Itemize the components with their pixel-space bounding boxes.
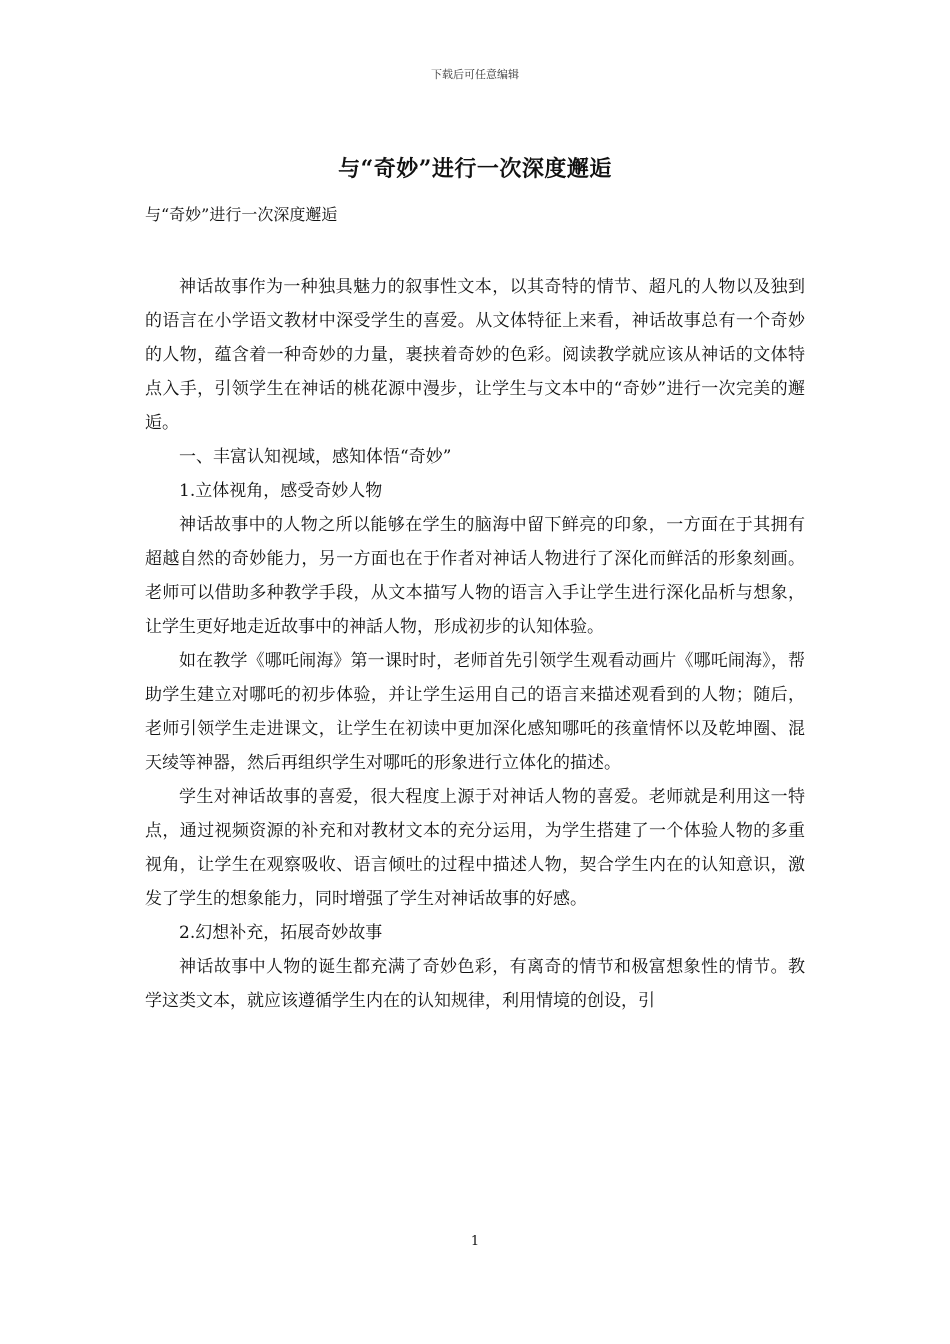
page-number: 1 xyxy=(470,1234,480,1249)
page-header-note: 下载后可任意编辑 xyxy=(431,68,519,81)
subsection-heading-1-2: 2.幻想补充，拓展奇妙故事 xyxy=(179,923,383,943)
subsection-heading-1-1: 1.立体视角，感受奇妙人物 xyxy=(179,481,383,501)
paragraph: 如在教学《哪吒闹海》第一课时时，老师首先引领学生观看动画片《哪吒闹海》，帮助学生建立对哪吒的初步体验，并让学生运用自己的语言来描述观看到的人物；随后，老师引领学生走进课文，让学生在初读中更加深化感知哪吒的孩童情怀以及乾坤圈、混天绫等神器，然后再组织学生对哪吒的形象进行立体化的描述。 xyxy=(145,651,805,773)
paragraph: 学生对神话故事的喜爱，很大程度上源于对神话人物的喜爱。老师就是利用这一特点，通过视频资源的补充和对教材文本的充分运用，为学生搭建了一个体验人物的多重视角，让学生在观察吸收、语言倾吐的过程中描述人物，契合学生内在的认知意识，激发了学生的想象能力，同时增强了学生对神话故事的好感。 xyxy=(145,787,805,909)
document-subtitle: 与“奇妙”进行一次深度邂逅 xyxy=(145,205,338,224)
paragraph: 神话故事中人物的诞生都充满了奇妙色彩，有离奇的情节和极富想象性的情节。教学这类文本，就应该遵循学生内在的认知规律，利用情境的创设，引 xyxy=(145,957,805,1011)
document-title: 与“奇妙”进行一次深度邂逅 xyxy=(338,156,612,182)
document-body xyxy=(145,270,805,1018)
section-heading-1: 一、丰富认知视域，感知体悟“奇妙” xyxy=(179,447,452,467)
paragraph: 神话故事中的人物之所以能够在学生的脑海中留下鲜亮的印象，一方面在于其拥有超越自然的奇妙能力，另一方面也在于作者对神话人物进行了深化而鲜活的形象刻画。老师可以借助多种教学手段，从文本描写人物的语言入手让学生进行深化品析与想象，让学生更好地走近故事中的神話人物，形成初步的认知体验。 xyxy=(145,515,805,637)
paragraph-intro: 神话故事作为一种独具魅力的叙事性文本，以其奇特的情节、超凡的人物以及独到的语言在小学语文教材中深受学生的喜爱。从文体特征上来看，神话故事总有一个奇妙的人物，蕴含着一种奇妙的力量，裹挟着奇妙的色彩。阅读教学就应该从神话的文体特点入手，引领学生在神话的桃花源中漫步，让学生与文本中的“奇妙”进行一次完美的邂逅。 xyxy=(145,277,805,433)
